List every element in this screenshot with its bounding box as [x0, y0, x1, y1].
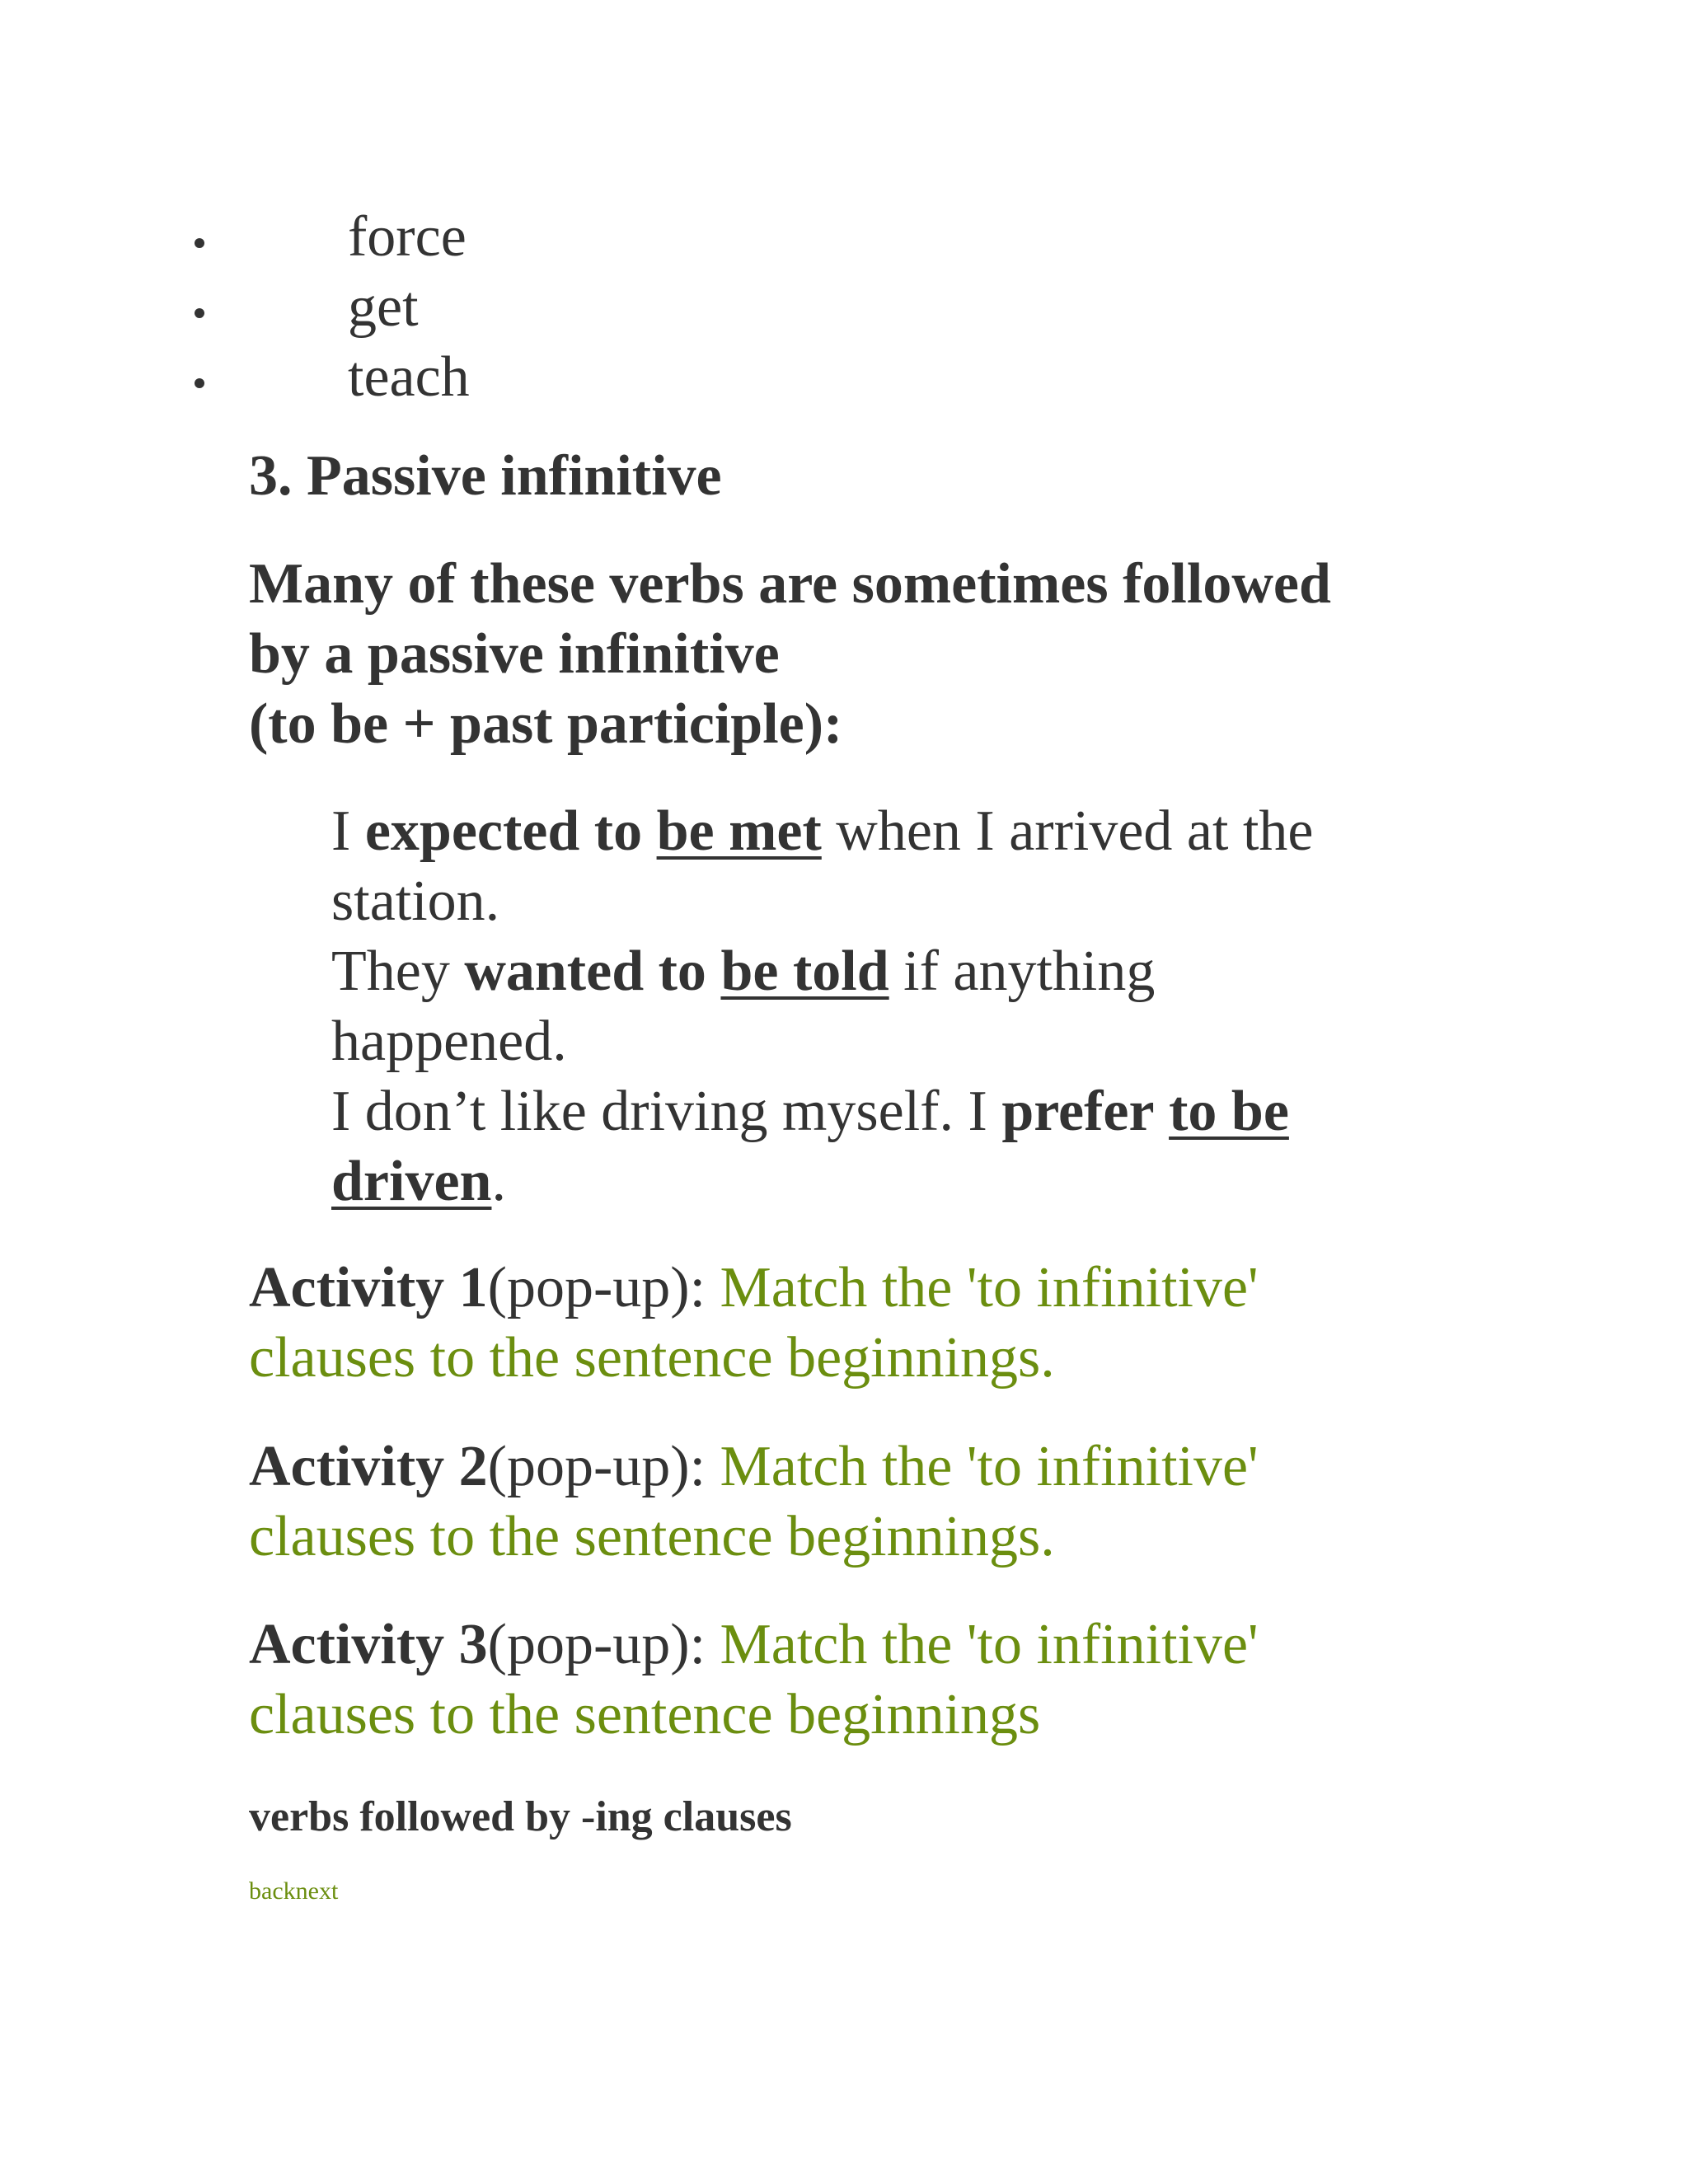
activity-link[interactable]: clauses to the sentence beginnings: [249, 1683, 1041, 1746]
example-sentences: [331, 796, 1502, 1216]
verb-bold: prefer: [1001, 1080, 1155, 1143]
page-navigation: [249, 1875, 338, 1908]
example-3-line-2: [331, 1146, 1502, 1216]
verb-bold: wanted to: [464, 940, 706, 1003]
example-3-line-1: [331, 1076, 1502, 1146]
intro-line: (to be + past participle):: [249, 692, 843, 756]
example-2-line-2: happened.: [331, 1010, 567, 1073]
activity-line-1: [249, 1253, 1485, 1323]
bullet-icon: [195, 238, 204, 248]
example-1-line-2: station.: [331, 869, 500, 933]
plain-text: They: [331, 940, 465, 1003]
example-1-line-1: [331, 796, 1502, 866]
passive-infinitive-underlined: to be: [1169, 1080, 1289, 1143]
back-link[interactable]: back: [249, 1877, 296, 1905]
passive-infinitive-underlined: be met: [656, 799, 822, 863]
intro-paragraph: [249, 549, 1469, 759]
bullet-icon: [195, 378, 204, 388]
activity-label: Activity 2: [249, 1435, 488, 1498]
bullet-icon: [195, 308, 204, 318]
activity-link[interactable]: clauses to the sentence beginnings.: [249, 1505, 1055, 1568]
next-link[interactable]: next: [295, 1877, 339, 1905]
plain-text: when I arrived at the: [821, 799, 1314, 863]
intro-line: by a passive infinitive: [249, 622, 780, 686]
space: [1155, 1080, 1170, 1143]
activity-link[interactable]: Match the 'to infinitive': [720, 1256, 1259, 1319]
space: [642, 799, 657, 863]
activity-line-1: [249, 1432, 1485, 1502]
section-heading: 3. Passive infinitive: [249, 444, 722, 508]
passive-infinitive-underlined: driven: [331, 1150, 492, 1213]
activity-type: (pop-up):: [487, 1613, 720, 1676]
passive-infinitive-underlined: be told: [720, 940, 889, 1003]
verb-bold: expected to: [364, 799, 643, 863]
bullet-text: teach: [348, 345, 470, 409]
intro-line: Many of these verbs are sometimes followed: [249, 552, 1331, 616]
activity-type: (pop-up):: [487, 1435, 720, 1498]
space: [706, 940, 721, 1003]
plain-text: if anything: [889, 940, 1156, 1003]
activity-1: [249, 1253, 1485, 1393]
bullet-text: get: [348, 275, 419, 339]
activity-link[interactable]: clauses to the sentence beginnings.: [249, 1326, 1055, 1390]
activity-link[interactable]: Match the 'to infinitive': [720, 1435, 1259, 1498]
plain-text: .: [491, 1150, 506, 1213]
bullet-text: force: [348, 205, 467, 269]
activity-type: (pop-up):: [487, 1256, 720, 1319]
activity-3: [249, 1610, 1485, 1750]
activity-2: [249, 1432, 1485, 1572]
activity-label: Activity 1: [249, 1256, 488, 1319]
plain-text: I: [331, 799, 365, 863]
activity-line-1: [249, 1610, 1485, 1680]
activity-label: Activity 3: [249, 1613, 488, 1676]
example-2-line-1: [331, 936, 1502, 1006]
plain-text: I don’t like driving myself. I: [331, 1080, 1002, 1143]
activity-link[interactable]: Match the 'to infinitive': [720, 1613, 1259, 1676]
next-topic-heading: verbs followed by -ing clauses: [249, 1793, 792, 1840]
